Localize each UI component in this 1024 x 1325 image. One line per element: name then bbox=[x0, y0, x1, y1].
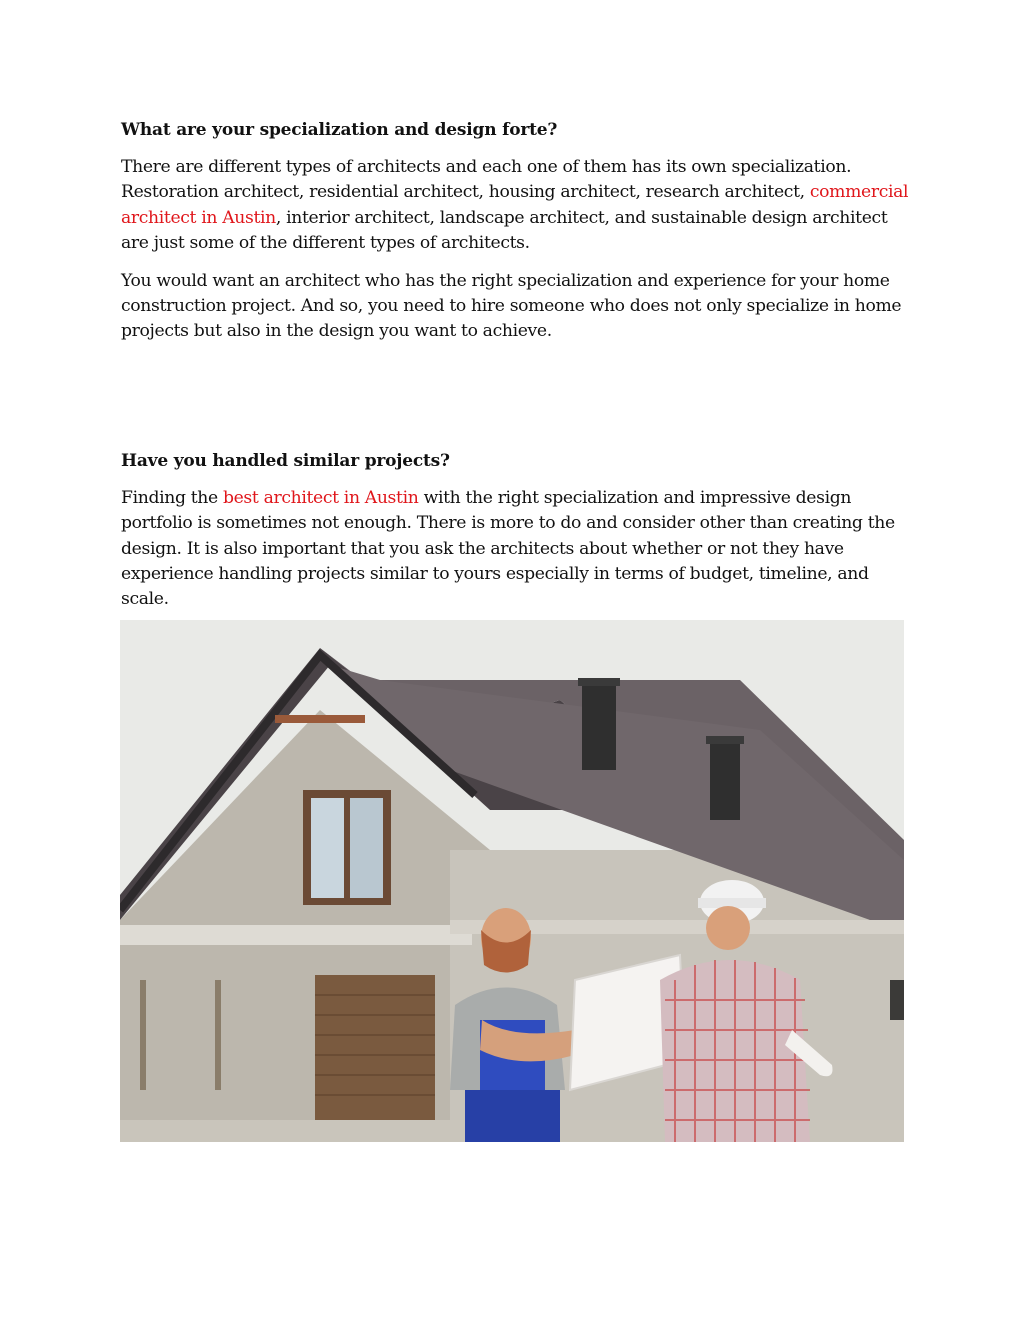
section-heading-specialization: What are your specialization and design forte? bbox=[121, 120, 558, 140]
paragraph-text: Finding the bbox=[121, 487, 223, 508]
commercial-architect-link[interactable]: commercial architect in Austin bbox=[121, 182, 909, 228]
best-architect-link[interactable]: best architect in Austin bbox=[222, 487, 419, 508]
paragraph-right-specialization: You would want an architect who has the right specialization and experience for your home construction project. And so, you need to hire someone who does not only specialize in home projects but also in the design you want to achieve. bbox=[121, 270, 902, 342]
article-body bbox=[121, 118, 911, 625]
paragraph-architect-types bbox=[121, 155, 911, 257]
paragraph-text: with the right specialization and impressive design portfolio is sometimes not enough. There is more to do and consider other than creating the design. It is also important that you ask the architects about whether or not they have experience handling projects similar to yours especially in terms of budget, timeline, and scale. bbox=[121, 487, 895, 610]
section-heading-similar-projects: Have you handled similar projects? bbox=[121, 450, 450, 471]
paragraph-text: There are different types of architects and each one of them has its own specialization. Restoration architect, residential architect, housing architect, research architect, bbox=[121, 157, 852, 203]
house-construction-photo bbox=[120, 620, 904, 1142]
paragraph-finding-architect bbox=[121, 486, 911, 613]
paragraph-text: , interior architect, landscape architect, and sustainable design architect are just some of the different types of architects. bbox=[121, 207, 888, 254]
